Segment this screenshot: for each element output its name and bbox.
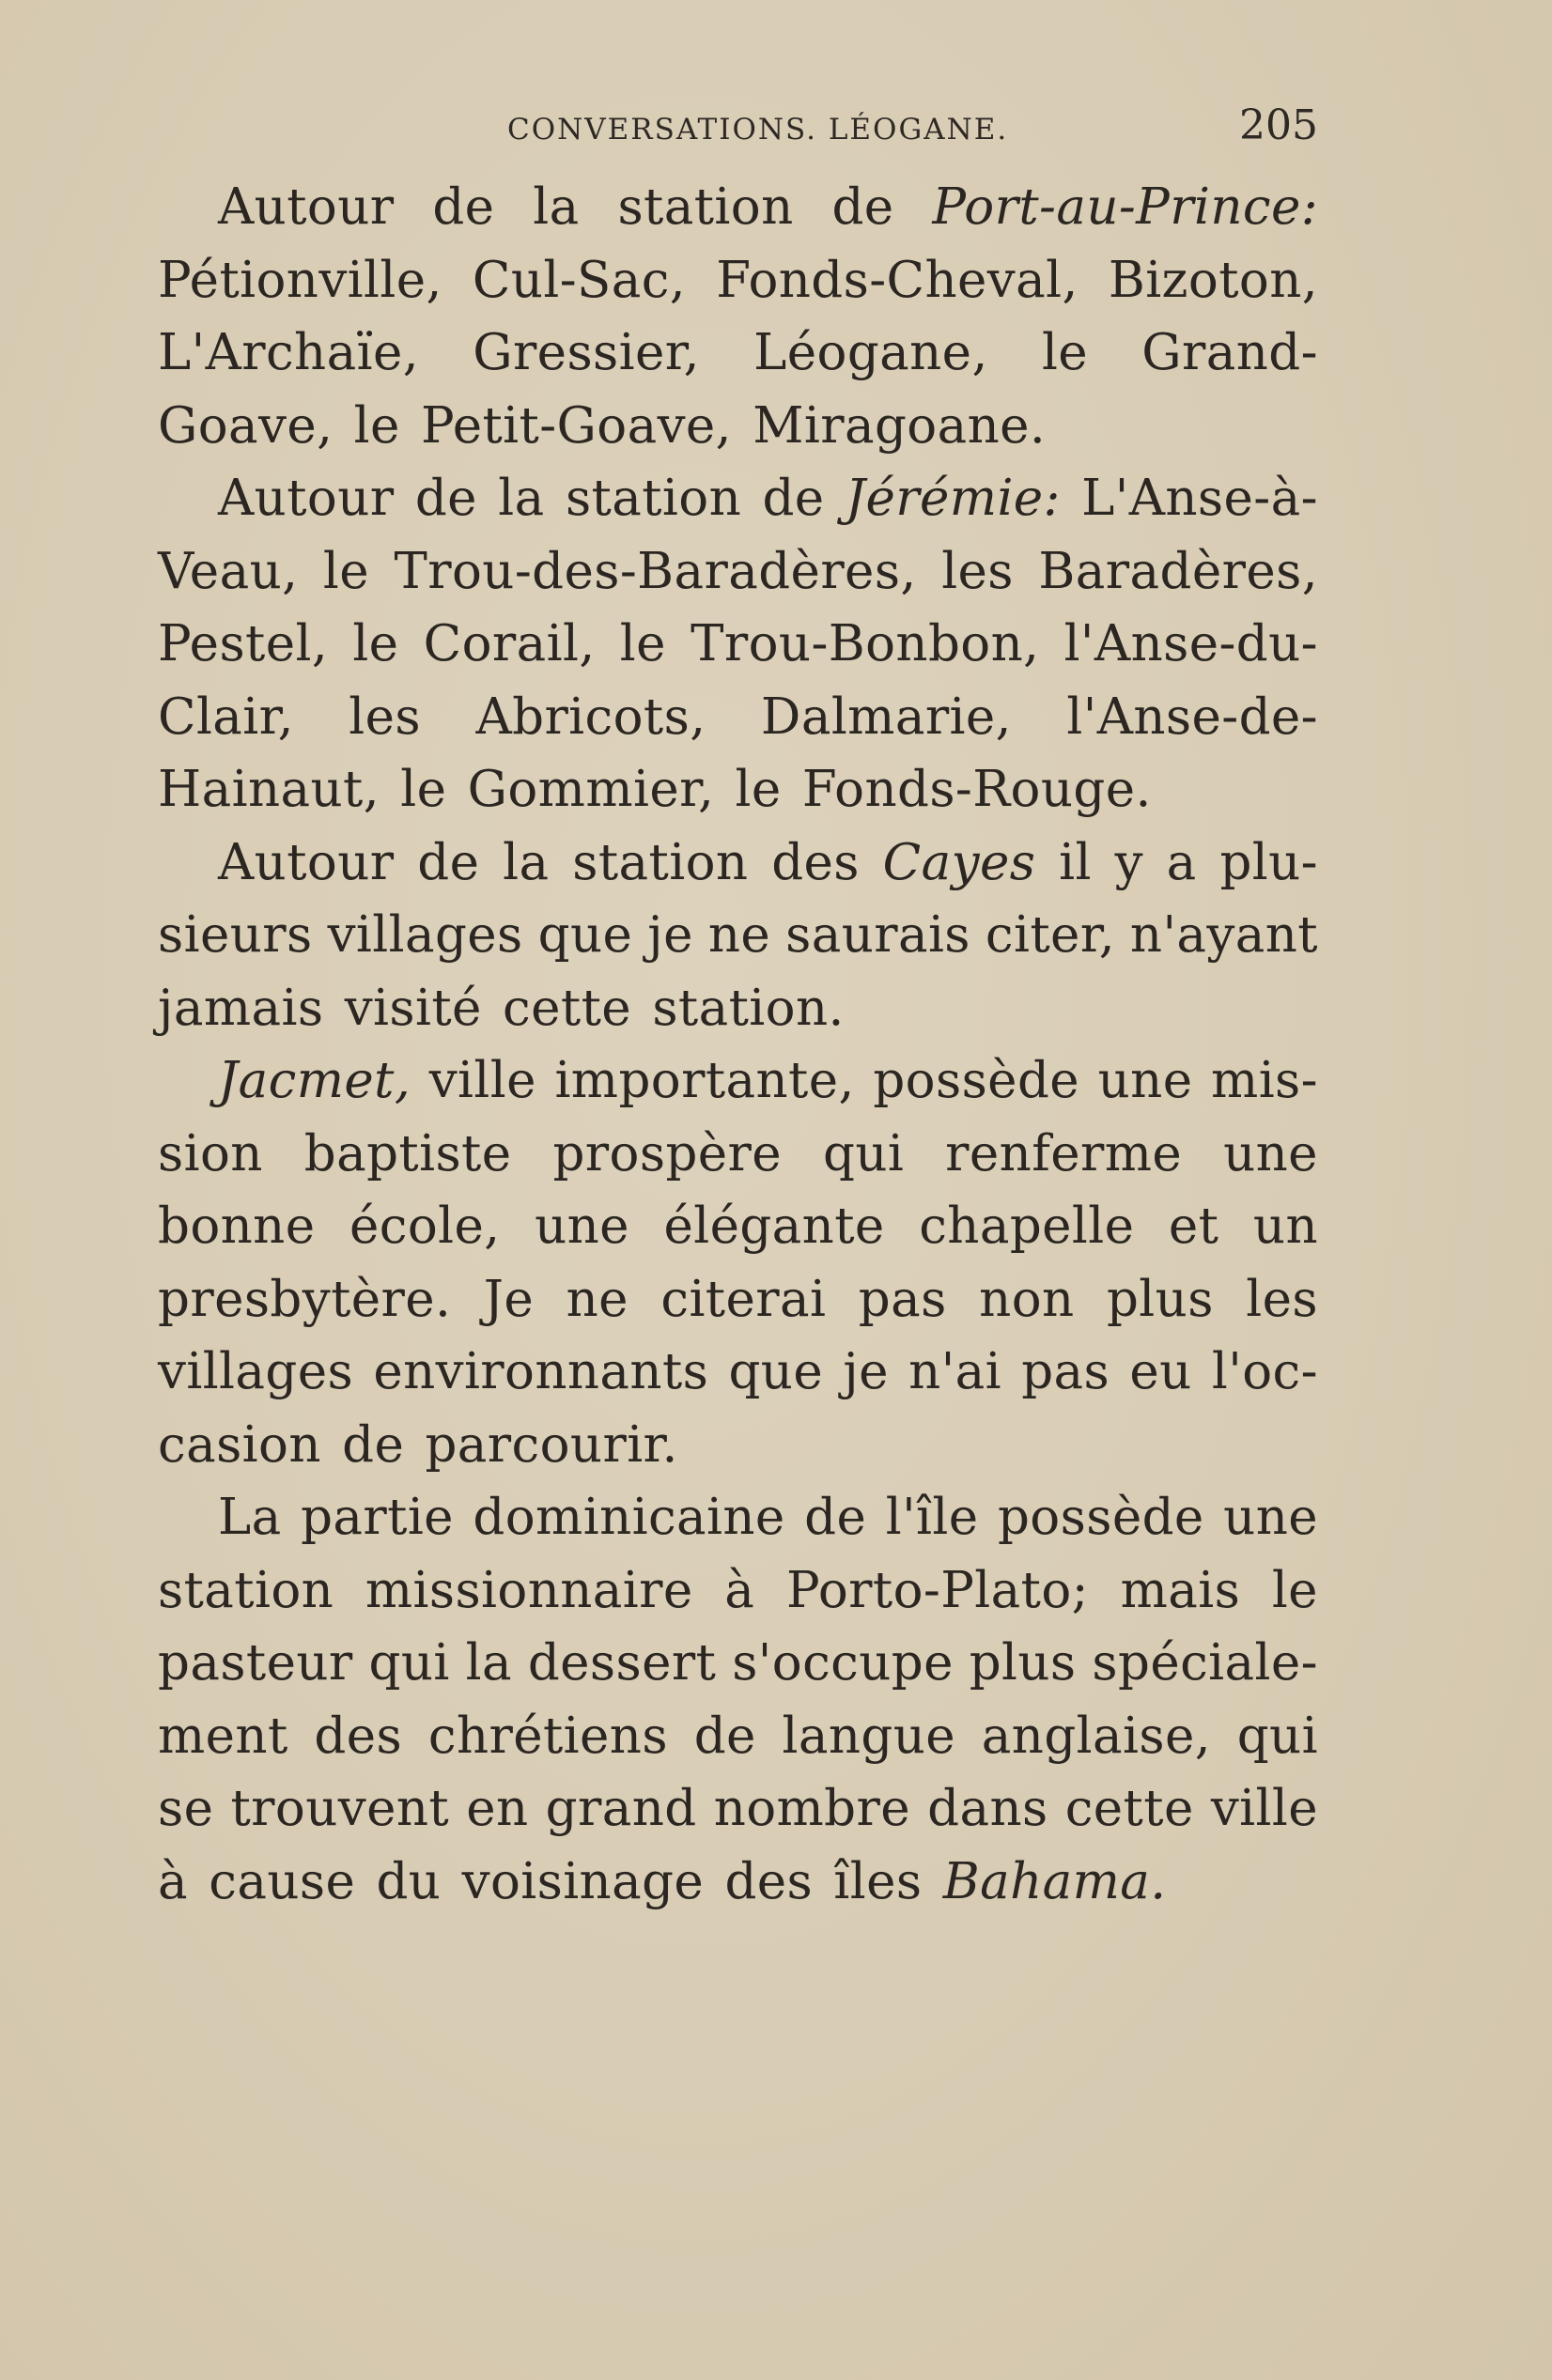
word: la bbox=[498, 470, 545, 527]
text-line bbox=[158, 608, 1318, 681]
word: Port-au-Prince: bbox=[932, 178, 1318, 236]
word: une bbox=[1223, 1124, 1318, 1182]
word: la bbox=[465, 1634, 512, 1692]
word: station bbox=[565, 470, 742, 527]
word: les bbox=[1246, 1270, 1318, 1328]
word: partie bbox=[301, 1489, 454, 1546]
word: le bbox=[400, 761, 447, 818]
word: importante, bbox=[554, 1052, 855, 1109]
word: plus bbox=[969, 1634, 1077, 1692]
word: baptiste bbox=[303, 1124, 512, 1182]
text-line bbox=[158, 681, 1318, 754]
word: des bbox=[771, 833, 860, 891]
word: Goave, bbox=[158, 396, 334, 455]
text-line bbox=[158, 535, 1318, 609]
word: dominicaine bbox=[473, 1489, 785, 1546]
word: citer, bbox=[985, 906, 1115, 964]
word: ville bbox=[428, 1052, 536, 1109]
text-line bbox=[158, 899, 1318, 972]
word: Pétionville, bbox=[158, 251, 442, 309]
word: chrétiens bbox=[427, 1707, 668, 1765]
running-header bbox=[167, 101, 1318, 158]
word: non bbox=[979, 1270, 1075, 1328]
word: que bbox=[537, 906, 633, 964]
word: Gommier, bbox=[467, 761, 715, 818]
word: prospère bbox=[552, 1124, 783, 1182]
word: le bbox=[619, 615, 666, 672]
text-line bbox=[158, 1263, 1318, 1337]
word: de bbox=[417, 833, 480, 891]
word: cette bbox=[503, 979, 632, 1037]
word: Gressier, bbox=[473, 324, 700, 381]
word: citerai bbox=[660, 1270, 827, 1328]
word: une bbox=[1097, 1052, 1193, 1109]
word: le bbox=[352, 615, 399, 672]
word: Petit-Goave, bbox=[421, 396, 732, 455]
word: à bbox=[158, 1852, 188, 1910]
word: villages bbox=[327, 906, 523, 964]
text-line bbox=[158, 1846, 1318, 1919]
word: en bbox=[466, 1780, 529, 1837]
word: grand bbox=[545, 1780, 697, 1837]
word: La bbox=[218, 1489, 282, 1546]
text-line bbox=[158, 1481, 1318, 1554]
word: eu bbox=[1129, 1343, 1192, 1400]
word: Abricots, bbox=[475, 688, 706, 746]
word: Clair, bbox=[158, 688, 294, 746]
word: Grand- bbox=[1141, 324, 1318, 381]
word: Baradères, bbox=[1038, 542, 1318, 600]
text-line bbox=[158, 244, 1318, 317]
word: qui bbox=[368, 1634, 450, 1692]
word: mais bbox=[1120, 1561, 1241, 1619]
word: cette bbox=[1064, 1780, 1194, 1837]
word: jamais bbox=[158, 979, 324, 1037]
word: des bbox=[314, 1707, 403, 1765]
word: n'ai bbox=[908, 1343, 1002, 1400]
word: de bbox=[762, 470, 825, 527]
text-line bbox=[158, 390, 1318, 463]
word: l'Anse-de- bbox=[1066, 688, 1318, 746]
text-line bbox=[158, 1700, 1318, 1773]
word: Hainaut, bbox=[158, 761, 380, 818]
word: ville bbox=[1210, 1780, 1318, 1837]
word: possède bbox=[873, 1052, 1080, 1109]
word: bonne bbox=[158, 1198, 316, 1255]
word: saurais bbox=[785, 906, 970, 964]
word: Autour bbox=[218, 470, 395, 527]
word: Je bbox=[483, 1270, 535, 1328]
word: Jacmet, bbox=[218, 1052, 411, 1109]
word: pas bbox=[858, 1270, 947, 1328]
word: Pestel, bbox=[158, 615, 329, 672]
word: dessert bbox=[527, 1634, 717, 1692]
word: dans bbox=[927, 1780, 1048, 1837]
word: station bbox=[158, 1561, 334, 1619]
word: L'Anse-à- bbox=[1081, 470, 1318, 527]
word: des bbox=[724, 1852, 814, 1910]
word: station bbox=[572, 833, 749, 891]
body-text bbox=[158, 171, 1318, 1918]
word: le bbox=[353, 396, 400, 455]
word: Cul-Sac, bbox=[472, 251, 687, 309]
word: une bbox=[535, 1198, 629, 1255]
word: Dalmarie, bbox=[760, 688, 1012, 746]
word: le bbox=[1271, 1561, 1318, 1619]
word: visité bbox=[344, 979, 482, 1037]
word: station bbox=[617, 178, 794, 236]
text-line bbox=[158, 972, 1318, 1045]
word: l'île bbox=[885, 1489, 979, 1546]
word: et bbox=[1168, 1198, 1219, 1255]
word: villages bbox=[158, 1343, 354, 1400]
text-line bbox=[158, 1772, 1318, 1846]
text-line bbox=[158, 827, 1318, 900]
word: Miragoane. bbox=[753, 396, 1047, 455]
word: Bizoton, bbox=[1108, 251, 1318, 309]
word: Léogane, bbox=[753, 324, 988, 381]
word: mis- bbox=[1211, 1052, 1318, 1109]
word: chapelle bbox=[919, 1198, 1135, 1255]
word: la bbox=[503, 833, 550, 891]
word: qui bbox=[1236, 1707, 1318, 1765]
running-title: CONVERSATIONS. LÉOGANE. bbox=[507, 113, 1009, 147]
word: qui bbox=[823, 1124, 905, 1182]
word: Trou-Bonbon, bbox=[691, 615, 1040, 672]
word: cause bbox=[209, 1852, 356, 1910]
word: sieurs bbox=[158, 906, 313, 964]
word: presbytère. bbox=[158, 1270, 452, 1328]
word: possède bbox=[997, 1489, 1204, 1546]
word: le bbox=[735, 761, 782, 818]
word: plu- bbox=[1219, 833, 1318, 891]
word: l'Anse-du- bbox=[1063, 615, 1318, 672]
word: Trou-des-Baradères, bbox=[394, 542, 917, 600]
word: L'Archaïe, bbox=[158, 324, 419, 381]
word: plus bbox=[1106, 1270, 1214, 1328]
word: station. bbox=[652, 979, 845, 1037]
word: Fonds-Cheval, bbox=[716, 251, 1079, 309]
word: ne bbox=[707, 906, 771, 964]
word: Bahama. bbox=[942, 1852, 1167, 1910]
word: je bbox=[843, 1343, 889, 1400]
word: anglaise, bbox=[981, 1707, 1211, 1765]
word: du bbox=[376, 1852, 442, 1910]
text-line bbox=[158, 1044, 1318, 1118]
word: Autour bbox=[218, 178, 395, 236]
word: un bbox=[1252, 1198, 1318, 1255]
word: Jérémie: bbox=[845, 470, 1061, 527]
text-line bbox=[158, 753, 1318, 827]
word: s'occupe bbox=[732, 1634, 954, 1692]
word: trouvent bbox=[230, 1780, 450, 1837]
word: Corail, bbox=[423, 615, 596, 672]
word: je bbox=[647, 906, 693, 964]
word: sion bbox=[158, 1124, 263, 1182]
text-line bbox=[158, 171, 1318, 244]
word: ment bbox=[158, 1707, 288, 1765]
word: l'oc- bbox=[1211, 1343, 1318, 1400]
word: de bbox=[804, 1489, 867, 1546]
word: de bbox=[432, 178, 495, 236]
word: la bbox=[533, 178, 580, 236]
word: à bbox=[724, 1561, 755, 1619]
text-line bbox=[158, 462, 1318, 535]
text-line bbox=[158, 317, 1318, 390]
word: pas bbox=[1021, 1343, 1110, 1400]
word: ne bbox=[566, 1270, 629, 1328]
word: de bbox=[831, 178, 894, 236]
word: casion bbox=[158, 1415, 321, 1474]
page-number: 205 bbox=[1239, 101, 1318, 149]
word: Porto-Plato; bbox=[785, 1561, 1089, 1619]
word: il bbox=[1059, 833, 1092, 891]
word: de bbox=[414, 470, 477, 527]
text-line bbox=[158, 1409, 1318, 1482]
text-line bbox=[158, 1118, 1318, 1191]
text-line bbox=[158, 1627, 1318, 1700]
word: parcourir. bbox=[425, 1415, 678, 1474]
text-line bbox=[158, 1190, 1318, 1263]
word: environnants bbox=[373, 1343, 709, 1400]
word: que bbox=[728, 1343, 824, 1400]
word: voisinage bbox=[461, 1852, 705, 1910]
word: élégante bbox=[663, 1198, 885, 1255]
word: école, bbox=[349, 1198, 501, 1255]
word: pasteur bbox=[158, 1634, 353, 1692]
word: le bbox=[1041, 324, 1089, 381]
word: de bbox=[342, 1415, 405, 1474]
word: y bbox=[1114, 833, 1143, 891]
word: Veau, bbox=[158, 542, 299, 600]
word: Cayes bbox=[882, 833, 1036, 891]
word: Autour bbox=[218, 833, 395, 891]
word: le bbox=[322, 542, 369, 600]
word: nombre bbox=[713, 1780, 911, 1837]
text-line bbox=[158, 1336, 1318, 1409]
word: missionnaire bbox=[365, 1561, 693, 1619]
text-line bbox=[158, 1554, 1318, 1628]
word: îles bbox=[833, 1852, 923, 1910]
word: a bbox=[1166, 833, 1197, 891]
word: une bbox=[1223, 1489, 1318, 1546]
word: les bbox=[349, 688, 421, 746]
word: de bbox=[693, 1707, 756, 1765]
word: les bbox=[941, 542, 1014, 600]
word: se bbox=[158, 1780, 214, 1837]
word: spéciale- bbox=[1092, 1634, 1318, 1692]
word: renferme bbox=[945, 1124, 1183, 1182]
word: n'ayant bbox=[1129, 906, 1318, 964]
word: Fonds-Rouge. bbox=[801, 761, 1152, 818]
word: langue bbox=[782, 1707, 956, 1765]
